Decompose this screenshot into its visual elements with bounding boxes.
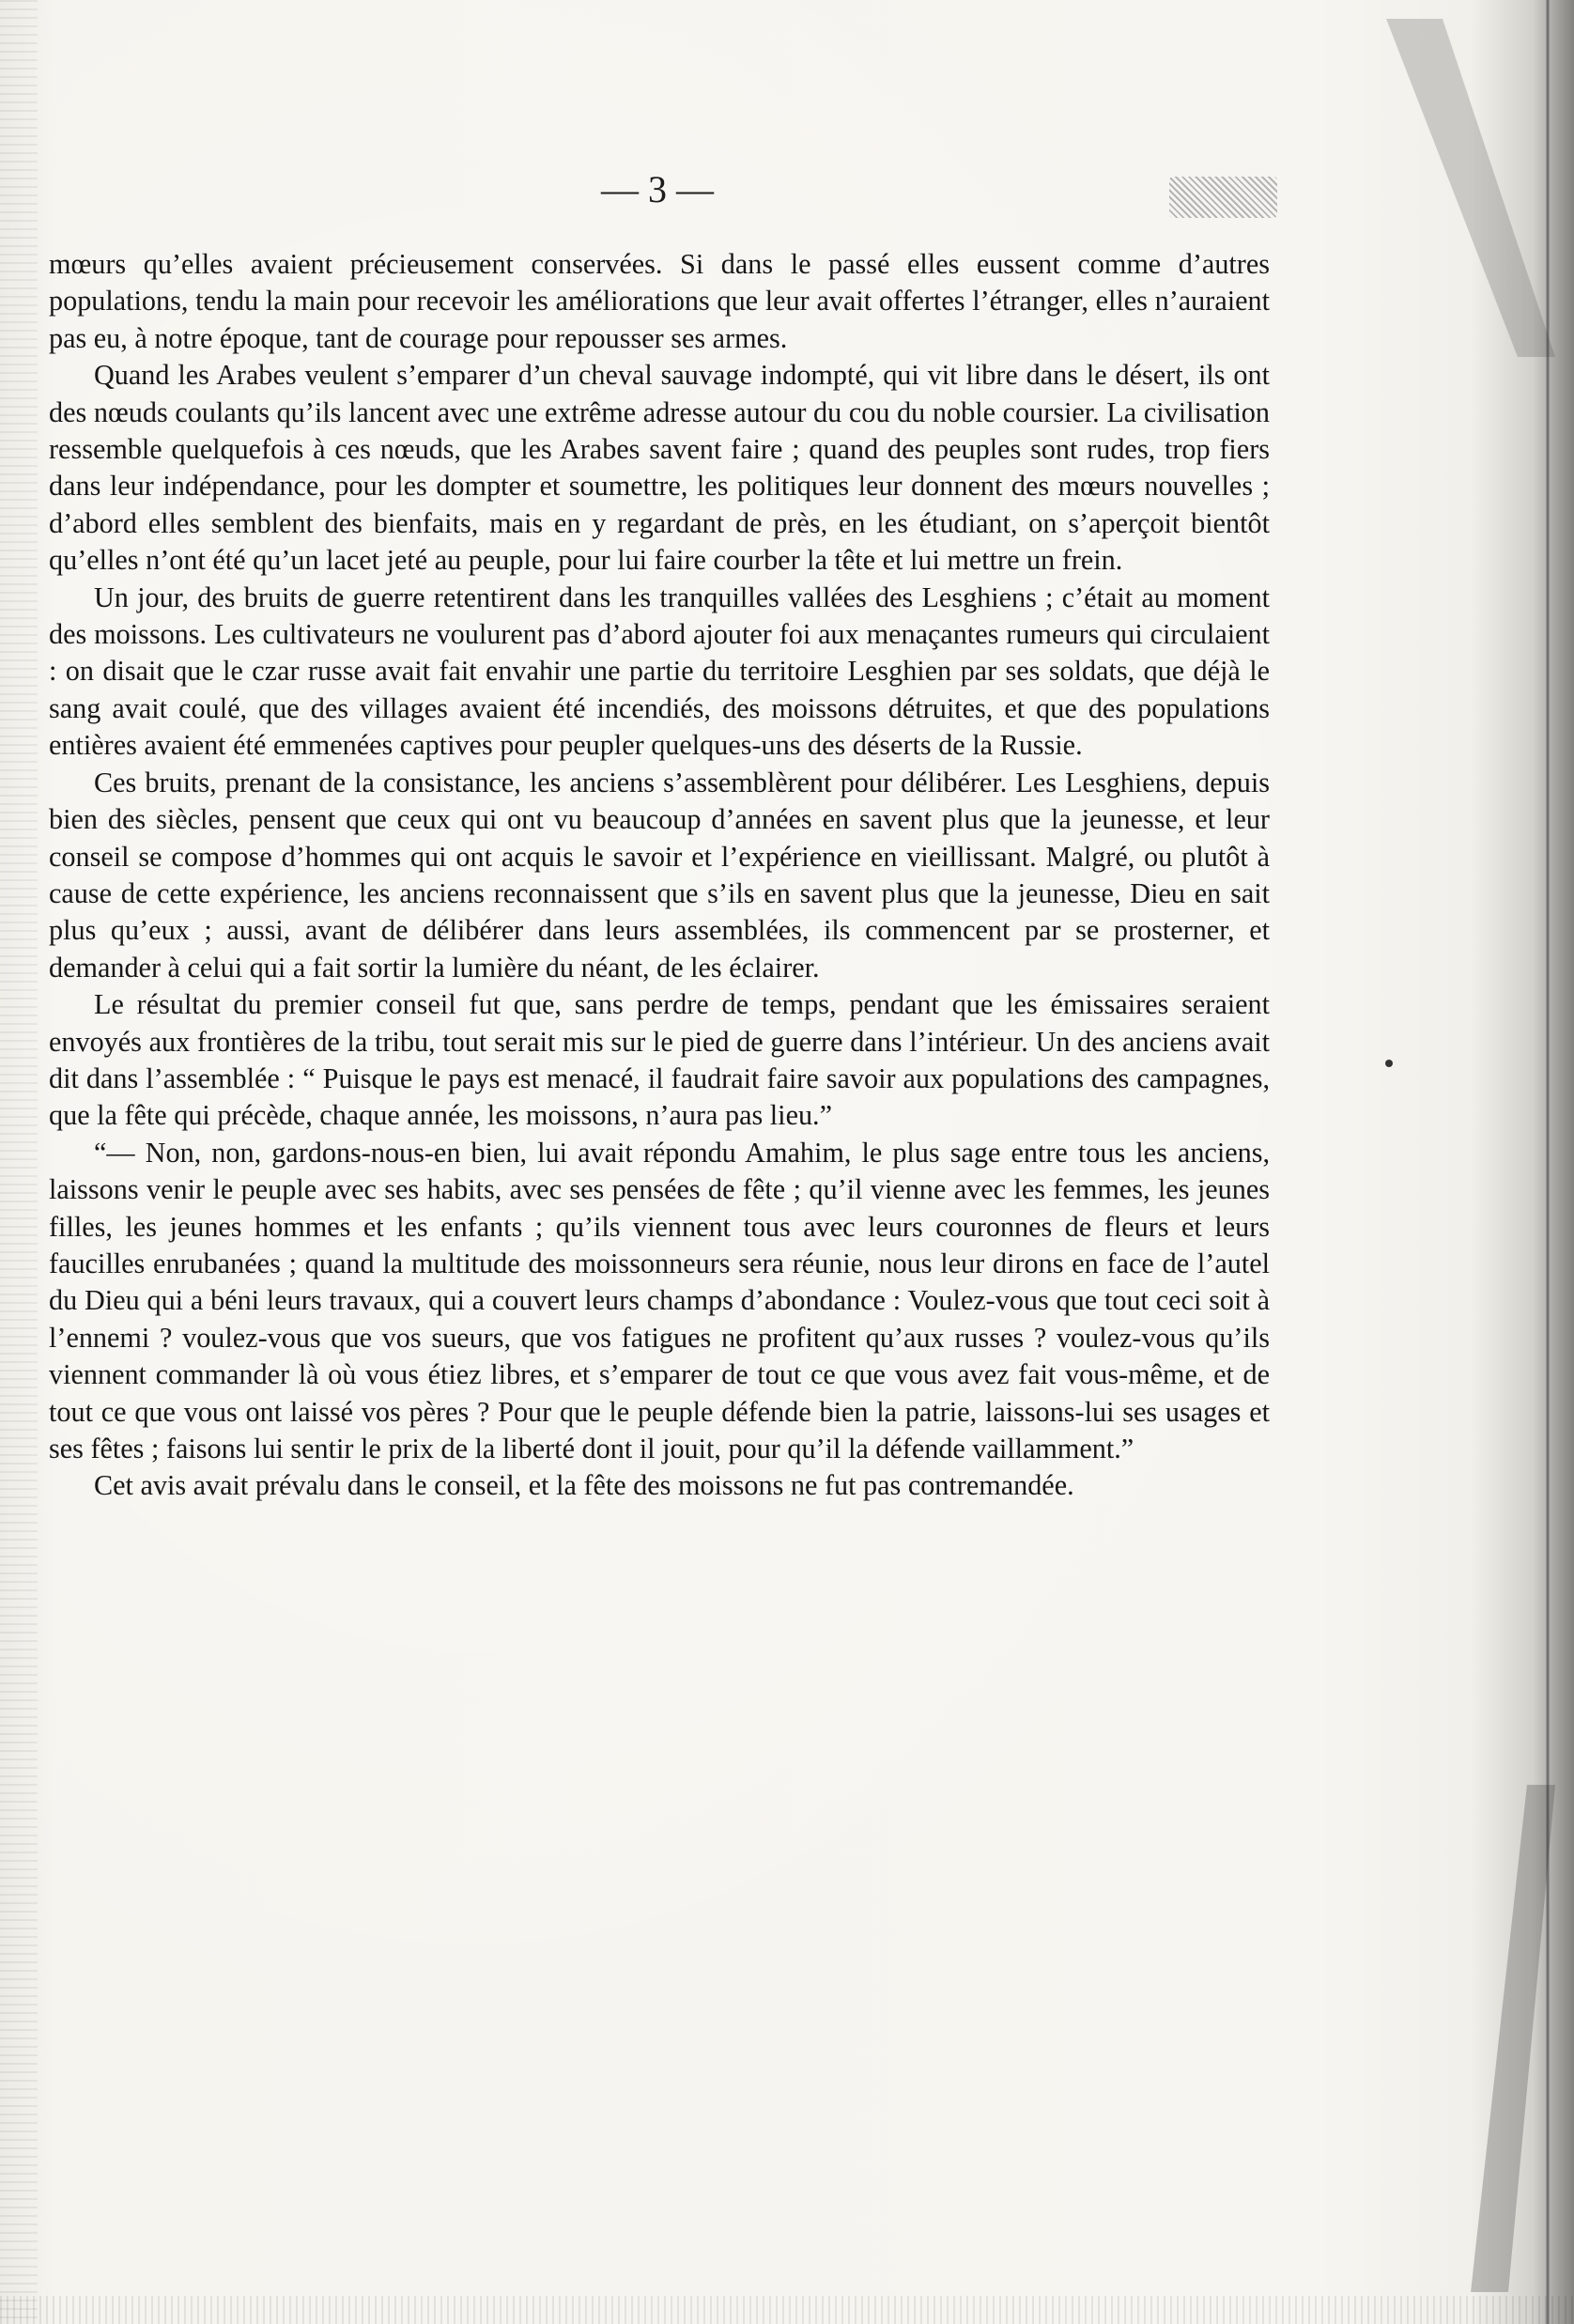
page-number: — 3 — [601,168,714,210]
paragraph: Ces bruits, prenant de la consistance, les anciens s’assemblèrent pour délibérer. Les Lesghiens, depuis bien des siècles, pensent que ceux qui ont vu beaucoup d’années en savent plus que la jeunesse, et leur conseil se compose d’hommes qui ont acquis le savoir et l’expérience en vieillissant. Malgré, ou plutôt à cause de cette expérience, les anciens reconnaissent que s’ils en savent plus que la jeunesse, Dieu en sait plus qu’eux ; aussi, avant de délibérer dans leurs assemblées, ils commencent par se prosterner, et demander à celui qui a fait sortir la lumière du néant, de les éclairer. [49,766,1270,984]
library-stamp [1169,177,1277,218]
paragraph: “— Non, non, gardons-nous-en bien, lui avait répondu Amahim, le plus sage entre tous les anciens, laissons venir le peuple avec ses habits, avec ses pensées de fête ; qu’il vienne avec les femmes, les jeunes filles, les jeunes hommes et les enfants ; qu’ils viennent tous avec leurs couronnes de fleurs et leurs faucilles enrubanées ; quand la multitude des moissonneurs sera réunie, nous leur dirons en face de l’autel du Dieu qui a béni leurs travaux, qui a couvert leurs champs d’abondance : Voulez-vous que tout ceci soit à l’ennemi ? voulez-vous que vos sueurs, que vos fatigues ne profitent qu’aux russes ? voulez-vous qu’ils viennent commander là où vous étiez libres, et s’emparer de tout ce que vous avez fait vous-même, et de tout ce que vous ont laissé vos pères ? Pour que le peuple défende bien la patrie, laissons-lui ses usages et ses fêtes ; faisons lui sentir le prix de la liberté dont il jouit, pour qu’il la défende vaillamment.” [49,1136,1270,1464]
paragraph: mœurs qu’elles avaient précieusement conservées. Si dans le passé elles eussent comme d’autres populations, tendu la main pour recevoir les améliorations que leur avait offertes l’étranger, elles n’auraient pas eu, à notre époque, tant de courage pour repousser ses armes. [49,248,1270,354]
ink-mark [1385,1060,1393,1067]
paragraph: Le résultat du premier conseil fut que, sans perdre de temps, pendant que les émissaires seraient envoyés aux frontières de la tribu, tout serait mis sur le pied de guerre dans l’intérieur. Un des anciens avait dit dans l’assemblée : “ Puisque le pays est menacé, il faudrait faire savoir aux populations des campagnes, que la fête qui précède, chaque année, les moissons, n’aura pas lieu.” [49,988,1270,1132]
body-text [49,246,1270,1505]
paragraph: Cet avis avait prévalu dans le conseil, et la fête des moissons ne fut pas contremandée. [94,1469,1074,1502]
scan-edge-left [0,0,38,2324]
paragraph: Un jour, des bruits de guerre retentirent dans les tranquilles vallées des Lesghiens ; c’était au moment des moissons. Les cultivateurs ne voulurent pas d’abord ajouter foi aux menaçantes rumeurs qui circulaient : on disait que le czar russe avait fait envahir une partie du territoire Lesghien par ses soldats, que déjà le sang avait coulé, que des villages avaient été incendiés, des moissons détruites, et que des populations entières avaient été emmenées captives pour peupler quelques-uns des déserts de la Russie. [49,581,1270,762]
paragraph: Quand les Arabes veulent s’emparer d’un cheval sauvage indompté, qui vit libre dans le désert, ils ont des nœuds coulants qu’ils lancent avec une extrême adresse autour du cou du noble coursier. La civilisation ressemble quelquefois à ces nœuds, que les Arabes savent faire ; quand des peuples sont rudes, trop fiers dans leur indépendance, pour les dompter et soumettre, les politiques leur donnent des mœurs nouvelles ; d’abord elles semblent des bienfaits, mais en y regardant de près, en les étudiant, on s’aperçoit bientôt qu’elles n’ont été qu’un lacet jeté au peuple, pour lui faire courber la tête et lui mettre un frein. [49,359,1270,577]
page-fold-shadow [1330,0,1574,2324]
